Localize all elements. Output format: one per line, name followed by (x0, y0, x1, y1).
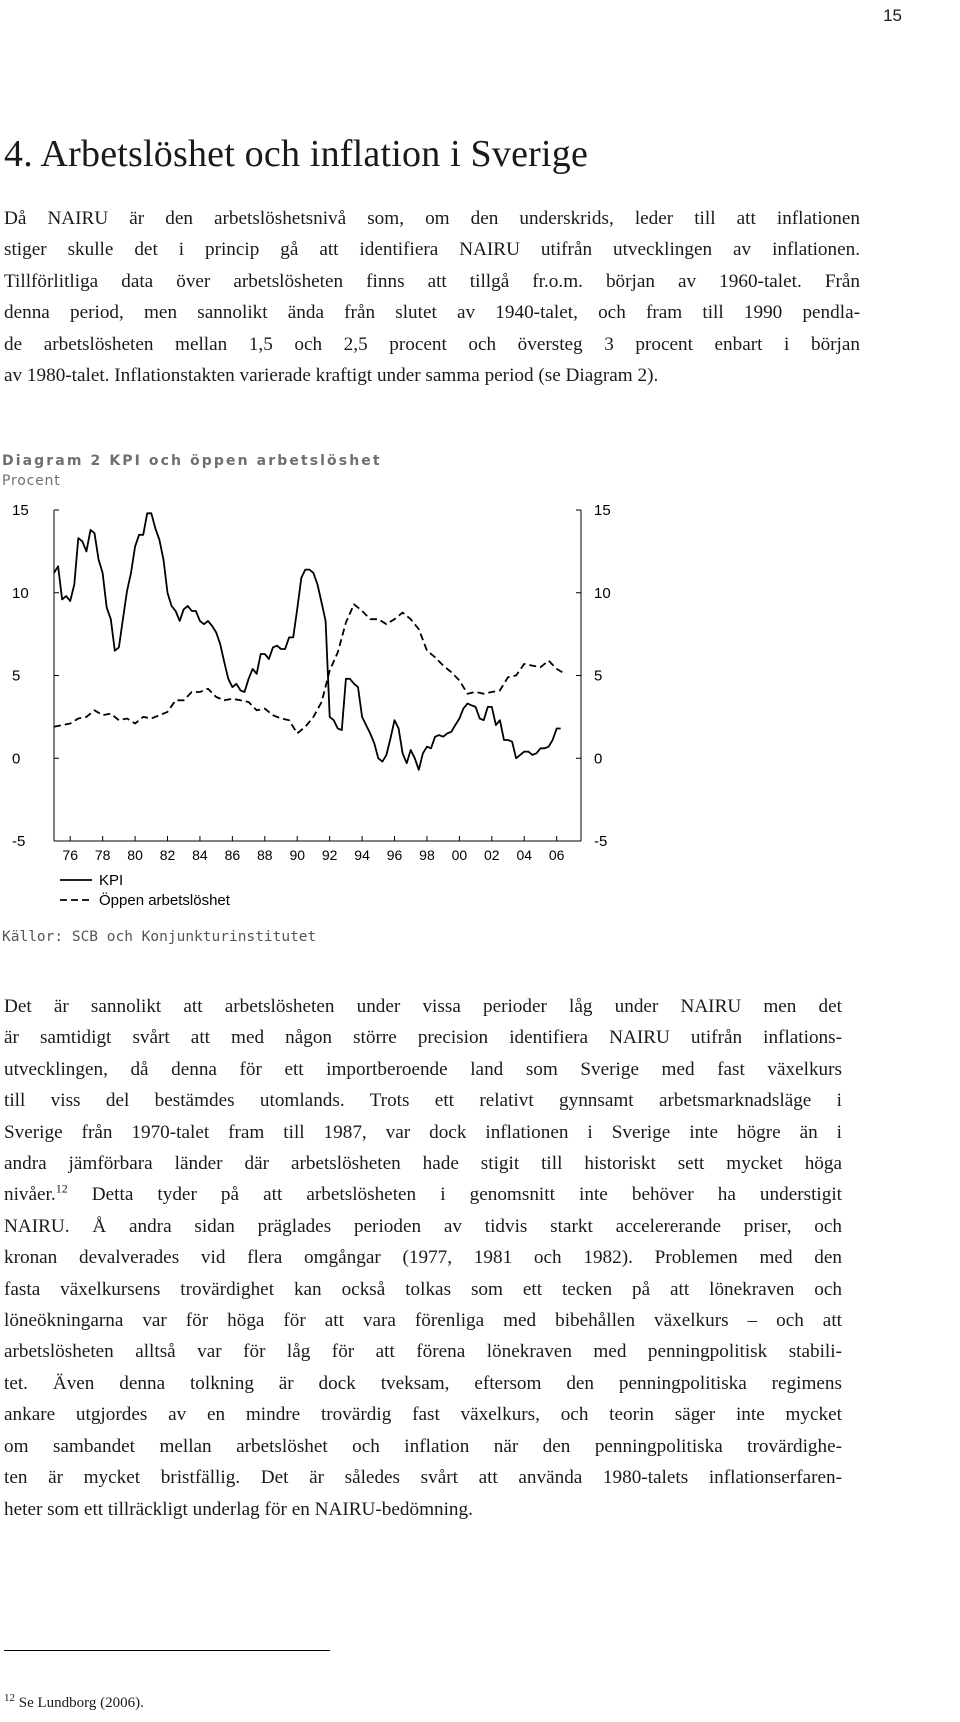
footnote-text: Se Lundborg (2006). (18, 1695, 144, 1711)
footnote (4, 1692, 144, 1712)
body-line: fasta växelkursens trovärdighet kan också tolkas som ett tecken på att lönekraven och (4, 1278, 842, 1300)
legend-label: Öppen arbetslöshet (99, 892, 230, 909)
body-line: ankare utgjordes av en mindre trovärdig fast växelkurs, och teorin säger inte mycket (4, 1404, 842, 1426)
body-line: utvecklingen, då denna för ett importberoende land som Sverige med fast växelkurs (4, 1058, 842, 1080)
body-line: tet. Även denna tolkning är dock tveksam, eftersom den penningpolitiska regimens (4, 1372, 842, 1394)
body-line: heter som ett tillräckligt underlag för en NAIRU-bedömning. (4, 1498, 473, 1520)
y-tick-label-left: 15 (12, 502, 29, 519)
y-tick-label-right: 15 (594, 502, 611, 519)
unemployment-line (54, 604, 565, 733)
y-tick-label-left: 10 (12, 584, 29, 602)
diagram-subtitle: Procent (2, 473, 61, 489)
y-tick-label-right: 10 (594, 584, 611, 602)
intro-paragraph (4, 203, 860, 391)
y-tick-label-left: 5 (12, 667, 21, 685)
x-tick-label: 76 (62, 847, 79, 863)
intro-line: Då NAIRU är den arbetslöshetsnivå som, om den underskrids, leder till att inflationen (4, 208, 860, 229)
line-chart (0, 495, 640, 920)
intro-line: stiger skulle det i princip gå att identifiera NAIRU utifrån utvecklingen av inflationen. (4, 239, 860, 261)
x-tick-label: 06 (548, 847, 565, 863)
body-line: till viss del bestämdes utomlands. Trots ett relativt gynnsamt arbetsmarknadsläge i (4, 1090, 842, 1112)
y-tick-label-right: 0 (594, 750, 603, 768)
footnote-number: 12 (4, 1692, 15, 1704)
x-tick-label: 88 (257, 847, 273, 863)
body-line: ten är mycket bristfällig. Det är således svårt att använda 1980-talets inflationserfaren- (4, 1467, 842, 1489)
body-line-with-footnote (4, 1179, 842, 1210)
footnote-divider (4, 1650, 330, 1651)
x-tick-label: 84 (192, 847, 208, 863)
diagram-title: Diagram 2 KPI och öppen arbetslöshet (2, 453, 382, 469)
x-tick-label: 86 (224, 847, 241, 863)
intro-line: denna period, men sannolikt ända från slutet av 1940-talet, och fram till 1990 pendla- (4, 302, 860, 324)
body-line: om sambandet mellan arbetslöshet och inflation när den penningpolitiska trovärdighe- (4, 1435, 842, 1457)
page-number: 15 (883, 6, 902, 25)
x-tick-label: 00 (451, 847, 468, 863)
x-tick-label: 78 (94, 847, 111, 863)
body-line-rest: Detta tyder på att arbetslösheten i genomsnitt inte behöver ha understigit (91, 1184, 842, 1206)
intro-line: Tillförlitliga data över arbetslösheten finns att tillgå fr.o.m. början av 1960-talet. Från (4, 270, 860, 292)
body-line: kronan devalverades vid flera omgångar (1977, 1981 och 1982). Problemen med den (4, 1247, 842, 1269)
y-tick-label-left: -5 (12, 833, 26, 850)
kpi-line (54, 513, 561, 770)
footnote-reference[interactable]: 12 (55, 1182, 68, 1197)
body-line: löneökningarna var för höga för att vara förenliga med bibehållen växelkurs – och att (4, 1310, 842, 1332)
x-tick-label: 82 (159, 847, 176, 863)
body-line: Det är sannolikt att arbetslösheten under vissa perioder låg under NAIRU men det (4, 996, 842, 1017)
body-line: arbetslösheten alltså var för låg för att förena lönekraven med penningpolitisk stabili- (4, 1341, 842, 1363)
x-tick-label: 98 (419, 847, 435, 863)
x-tick-label: 80 (127, 847, 143, 863)
body-line-start: nivåer. (4, 1184, 56, 1206)
section-heading: 4. Arbetslöshet och inflation i Sverige (4, 133, 589, 175)
body-line: andra jämförbara länder där arbetslösheten hade stigit till historiskt sett mycket höga (4, 1153, 842, 1175)
x-tick-label: 92 (321, 847, 338, 863)
legend-label: KPI (99, 872, 124, 889)
intro-line: de arbetslösheten mellan 1,5 och 2,5 procent och översteg 3 procent enbart i början (4, 333, 860, 355)
body-paragraph (4, 991, 842, 1525)
x-tick-label: 90 (289, 847, 306, 863)
x-tick-label: 96 (386, 847, 403, 863)
x-tick-label: 94 (354, 847, 370, 863)
x-tick-label: 02 (484, 847, 500, 863)
y-tick-label-left: 0 (12, 750, 21, 768)
intro-line: av 1980-talet. Inflationstakten varierade kraftigt under samma period (se Diagram 2). (4, 365, 659, 387)
y-tick-label-right: -5 (594, 833, 608, 850)
chart-source: Källor: SCB och Konjunkturinstitutet (2, 929, 317, 945)
x-tick-label: 04 (516, 847, 533, 863)
body-line: är samtidigt svårt att med någon större precision identifiera NAIRU utifrån inflations- (4, 1027, 842, 1049)
body-line: Sverige från 1970-talet fram till 1987, var dock inflationen i Sverige inte högre än i (4, 1121, 842, 1143)
y-tick-label-right: 5 (594, 667, 603, 685)
body-line: NAIRU. Å andra sidan präglades perioden av tidvis starkt accelererande priser, och (4, 1215, 842, 1237)
